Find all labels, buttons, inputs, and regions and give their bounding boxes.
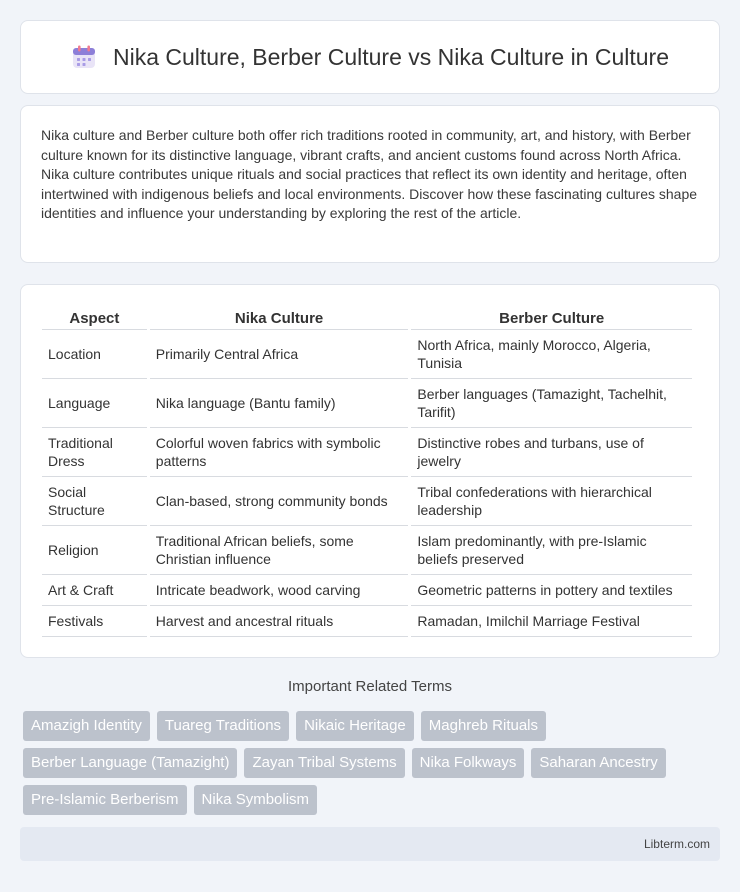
table-row (42, 606, 692, 637)
cell-aspect: Art & Craft (42, 575, 147, 606)
cell-nika: Traditional African beliefs, some Christian influence (150, 526, 409, 575)
header-berber: Berber Culture (411, 303, 692, 330)
cell-nika: Clan-based, strong community bonds (150, 477, 409, 526)
related-term-tag[interactable]: Zayan Tribal Systems (244, 748, 404, 778)
cell-berber: North Africa, mainly Morocco, Algeria, Tunisia (411, 330, 692, 379)
table-row (42, 428, 692, 477)
table-row (42, 477, 692, 526)
related-term-tag[interactable]: Nika Folkways (412, 748, 525, 778)
cell-aspect: Festivals (42, 606, 147, 637)
related-term-tag[interactable]: Saharan Ancestry (531, 748, 665, 778)
table-row (42, 575, 692, 606)
comparison-card (20, 284, 720, 658)
cell-aspect: Social Structure (42, 477, 147, 526)
related-term-tag[interactable]: Berber Language (Tamazight) (23, 748, 237, 778)
footer-site-link[interactable]: Libterm.com (643, 837, 710, 851)
cell-aspect: Traditional Dress (42, 428, 147, 477)
cell-aspect: Location (42, 330, 147, 379)
cell-aspect: Religion (42, 526, 147, 575)
related-term-tag[interactable]: Tuareg Traditions (157, 711, 289, 741)
header-nika: Nika Culture (150, 303, 409, 330)
cell-nika: Primarily Central Africa (150, 330, 409, 379)
related-terms-list (23, 711, 723, 815)
cell-nika: Intricate beadwork, wood carving (150, 575, 409, 606)
cell-berber: Islam predominantly, with pre-Islamic beliefs preserved (411, 526, 692, 575)
header-aspect: Aspect (42, 303, 147, 330)
page-header (20, 20, 720, 94)
footer (20, 827, 720, 861)
related-term-tag[interactable]: Nika Symbolism (194, 785, 318, 815)
cell-berber: Ramadan, Imilchil Marriage Festival (411, 606, 692, 637)
cell-aspect: Language (42, 379, 147, 428)
related-term-tag[interactable]: Maghreb Rituals (421, 711, 546, 741)
related-term-tag[interactable]: Nikaic Heritage (296, 711, 414, 741)
related-terms-title: Important Related Terms (288, 678, 452, 695)
table-row (42, 526, 692, 575)
page-title: Nika Culture, Berber Culture vs Nika Culture in Culture (112, 43, 670, 70)
cell-nika: Harvest and ancestral rituals (150, 606, 409, 637)
intro-card (20, 105, 720, 263)
cell-berber: Geometric patterns in pottery and textiles (411, 575, 692, 606)
intro-text: Nika culture and Berber culture both offer rich traditions rooted in community, art, and history, with Berber culture known for its distinctive language, vibrant crafts, and ancient customs found across North Africa. Nika culture contributes unique rituals and social practices that reflect its own identity and heritage, often intertwined with indigenous beliefs and local environments. Discover how these fascinating cultures shape identities and influence your understanding by exploring the rest of the article. (41, 127, 698, 221)
cell-nika: Nika language (Bantu family) (150, 379, 409, 428)
related-term-tag[interactable]: Amazigh Identity (23, 711, 150, 741)
comparison-table (39, 303, 695, 637)
calendar-icon (71, 44, 97, 70)
table-row (42, 379, 692, 428)
cell-berber: Tribal confederations with hierarchical leadership (411, 477, 692, 526)
cell-berber: Berber languages (Tamazight, Tachelhit, Tarifit) (411, 379, 692, 428)
related-term-tag[interactable]: Pre-Islamic Berberism (23, 785, 187, 815)
cell-berber: Distinctive robes and turbans, use of jewelry (411, 428, 692, 477)
cell-nika: Colorful woven fabrics with symbolic patterns (150, 428, 409, 477)
table-row (42, 330, 692, 379)
